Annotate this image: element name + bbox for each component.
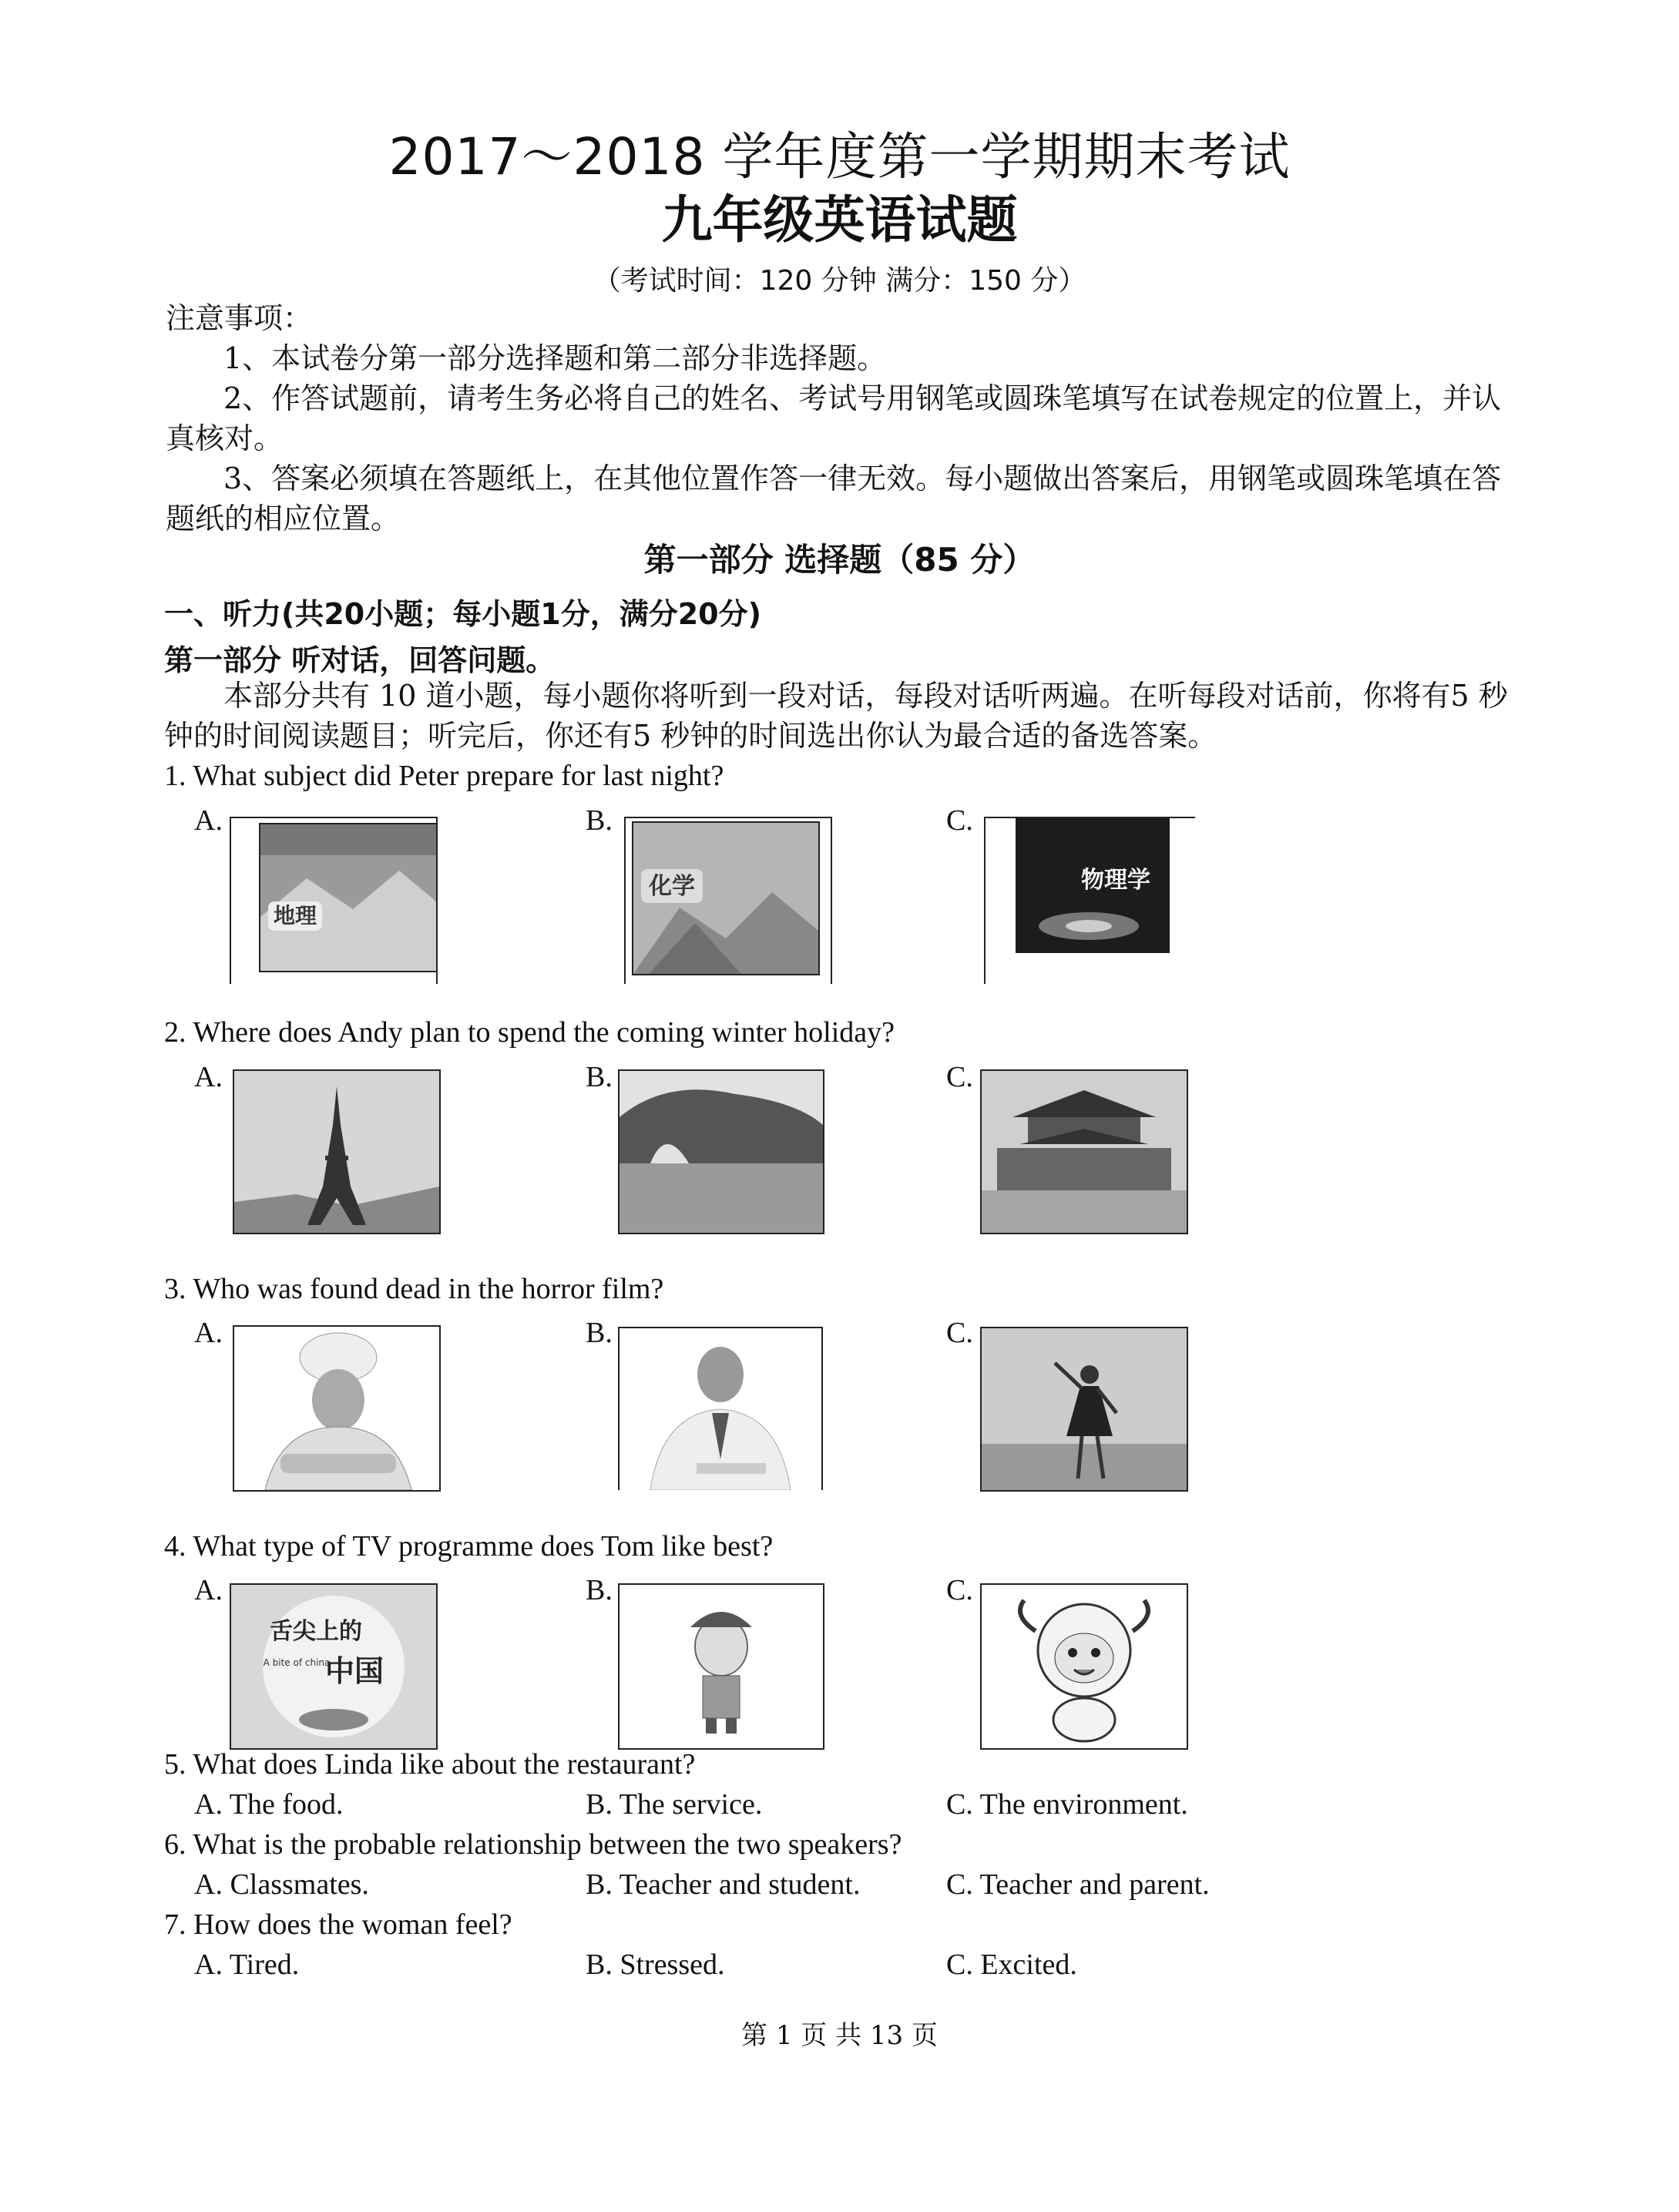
notice-item-2-cont: 真核对。	[166, 421, 284, 455]
peking-opera-cartoon-image[interactable]	[618, 1583, 824, 1750]
doctor-image[interactable]	[618, 1327, 823, 1490]
q1-option-c[interactable]: C.	[946, 804, 973, 837]
question-6: 6. What is the probable relationship between the two speakers?	[164, 1828, 902, 1861]
bite-of-china-title-2: 中国	[324, 1654, 384, 1688]
question-3: 3. Who was found dead in the horror film?	[164, 1273, 664, 1305]
question-2: 2. Where does Andy plan to spend the coming winter holiday?	[164, 1016, 895, 1049]
page-number: 第 1 页 共 13 页	[741, 2020, 938, 2051]
textbook-chemistry-image[interactable]	[632, 821, 820, 975]
q2-option-b[interactable]: B.	[586, 1061, 613, 1093]
q7-option-a[interactable]: A. Tired.	[194, 1949, 300, 1981]
question-1: 1. What subject did Peter prepare for last night?	[164, 760, 724, 792]
q6-option-b[interactable]: B. Teacher and student.	[586, 1868, 861, 1901]
q5-option-a[interactable]: A. The food.	[194, 1788, 344, 1821]
forbidden-city-image[interactable]	[980, 1069, 1188, 1234]
instructions-line-2: 钟的时间阅读题目；听完后，你还有5 秒钟的时间选出你认为最合适的备选答案。	[164, 719, 1217, 753]
a-bite-of-china-image[interactable]	[230, 1583, 438, 1750]
q7-option-b[interactable]: B. Stressed.	[586, 1949, 725, 1981]
elephant-trunk-hill-image[interactable]	[618, 1069, 824, 1234]
q2-option-c[interactable]: C.	[946, 1061, 973, 1093]
textbook-geography-image[interactable]	[259, 823, 438, 972]
cartoon-sheep-image[interactable]	[980, 1583, 1188, 1750]
listening-heading: 一、听力(共20小题；每小题1分，满分20分)	[164, 597, 761, 631]
physics-cover-text: 物理学	[1081, 867, 1150, 894]
q1-option-b[interactable]: B.	[586, 804, 613, 837]
q3-option-a[interactable]: A.	[194, 1317, 223, 1349]
exam-title: 2017～2018 学年度第一学期期末考试	[388, 127, 1291, 186]
notice-item-2: 2、作答试题前，请考生务必将自己的姓名、考试号用钢笔或圆珠笔填写在试卷规定的位置上，并认	[223, 381, 1502, 415]
q4-option-c[interactable]: C.	[946, 1574, 973, 1606]
q5-option-b[interactable]: B. The service.	[586, 1788, 763, 1821]
q2-option-a[interactable]: A.	[194, 1061, 223, 1093]
q3-option-c[interactable]: C.	[946, 1317, 973, 1349]
instructions-line-1: 本部分共有 10 道小题，每小题你将听到一段对话，每段对话听两遍。在听每段对话前，你将有5 秒	[223, 679, 1508, 713]
eiffel-tower-image[interactable]	[233, 1069, 441, 1234]
q5-option-c[interactable]: C. The environment.	[946, 1788, 1188, 1821]
q6-option-a[interactable]: A. Classmates.	[194, 1868, 369, 1901]
q4-option-a[interactable]: A.	[194, 1574, 223, 1606]
notice-item-3: 3、答案必须填在答题纸上，在其他位置作答一律无效。每小题做出答案后，用钢笔或圆珠笔填在答	[223, 462, 1502, 495]
notice-item-3-cont: 题纸的相应位置。	[166, 502, 401, 535]
q6-option-c[interactable]: C. Teacher and parent.	[946, 1868, 1210, 1901]
q7-option-c[interactable]: C. Excited.	[946, 1949, 1077, 1981]
dancer-image[interactable]	[980, 1327, 1188, 1492]
chef-image[interactable]	[233, 1325, 441, 1492]
section-title: 第一部分 听对话，回答问题。	[164, 643, 556, 677]
question-4: 4. What type of TV programme does Tom like best?	[164, 1530, 774, 1562]
part1-heading: 第一部分 选择题（85 分）	[643, 541, 1036, 579]
notice-item-1: 1、本试卷分第一部分选择题和第二部分非选择题。	[223, 341, 887, 375]
chemistry-cover-text: 化学	[649, 873, 695, 900]
bite-of-china-english: A bite of china	[263, 1657, 331, 1668]
question-7: 7. How does the woman feel?	[164, 1908, 512, 1941]
bite-of-china-title: 舌尖上的	[270, 1618, 362, 1645]
q1-option-a[interactable]: A.	[194, 804, 223, 837]
geography-cover-text: 地理	[273, 903, 317, 928]
question-5: 5. What does Linda like about the restaurant?	[164, 1748, 696, 1781]
q4-option-b[interactable]: B.	[586, 1574, 613, 1606]
exam-info: （考试时间：120 分钟 满分：150 分）	[593, 265, 1086, 297]
notice-heading: 注意事项：	[166, 301, 313, 335]
q3-option-b[interactable]: B.	[586, 1317, 613, 1349]
exam-subtitle: 九年级英语试题	[661, 190, 1018, 250]
textbook-physics-image[interactable]	[1016, 818, 1170, 953]
